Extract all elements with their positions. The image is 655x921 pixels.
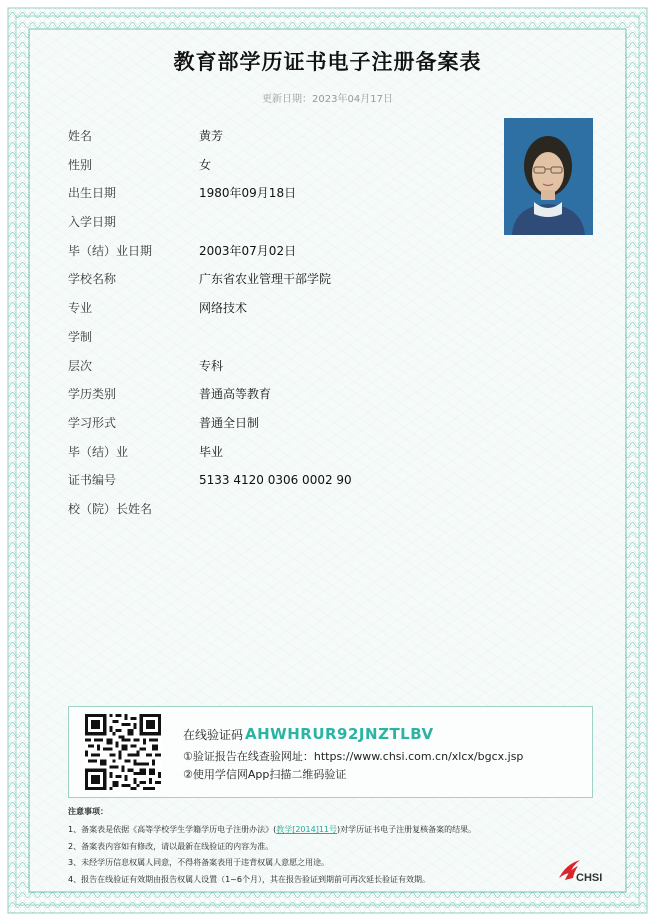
field-row-study-mode <box>68 409 488 438</box>
note-text: 1、备案表是依据《高等学校学生学籍学历电子注册办法》( <box>68 825 277 834</box>
field-row-certificate-number <box>68 466 488 495</box>
field-label: 出生日期 <box>68 186 117 201</box>
field-value: 普通高等教育 <box>199 387 272 402</box>
field-label: 专业 <box>68 301 93 316</box>
field-row-birth-date <box>68 179 488 208</box>
field-value: 2003年07月02日 <box>199 243 297 258</box>
notes-title: 注意事项： <box>68 807 108 816</box>
field-row-education-type <box>68 380 488 409</box>
field-value: 女 <box>199 157 212 172</box>
field-row-president-name <box>68 495 488 524</box>
field-row-graduation-status <box>68 438 488 467</box>
field-label: 层次 <box>68 358 93 373</box>
verification-url[interactable]: ①验证报告在线查验网址：https://www.chsi.com.cn/xlcx/bgcx.jsp <box>183 750 524 763</box>
field-value: 专科 <box>199 358 224 373</box>
field-label: 毕（结）业 <box>68 444 129 459</box>
notes-section <box>68 806 548 890</box>
note-item-3: 3、未经学历信息权属人同意，不得将备案表用于违背权属人意愿之用途。 <box>68 858 330 867</box>
note-item-2: 2、备案表内容如有修改，请以最新在线验证的内容为准。 <box>68 841 274 851</box>
field-row-duration <box>68 323 488 352</box>
verification-label: 在线验证码 <box>183 728 244 742</box>
field-row-enrollment-date <box>68 208 488 237</box>
field-row-level <box>68 352 488 381</box>
field-value: 5133 4120 0306 0002 90 <box>199 473 352 488</box>
verification-box <box>68 706 593 798</box>
id-photo <box>504 118 593 235</box>
field-value: 网络技术 <box>199 301 248 316</box>
field-row-name <box>68 122 488 151</box>
field-row-gender <box>68 151 488 180</box>
portrait-image <box>504 118 593 235</box>
verification-code: AHWHRUR92JNZTLBV <box>245 725 434 743</box>
page-title: 教育部学历证书电子注册备案表 <box>173 50 482 74</box>
field-value: 1980年09月18日 <box>199 186 297 201</box>
field-label: 学制 <box>68 329 93 344</box>
field-label: 学历类别 <box>68 387 117 402</box>
note-text: )对学历证书电子注册复核备案的结果。 <box>337 825 477 834</box>
field-label: 毕（结）业日期 <box>68 243 153 258</box>
field-row-major <box>68 294 488 323</box>
field-value: 黄芳 <box>199 129 224 143</box>
field-value: 普通全日制 <box>199 415 260 430</box>
regulation-link[interactable]: 教学[2014]11号 <box>276 825 337 834</box>
field-value: 广东省农业管理干部学院 <box>199 272 332 287</box>
verification-app-hint: ②使用学信网App扫描二维码验证 <box>183 768 347 781</box>
qr-code[interactable] <box>85 714 161 790</box>
field-label: 性别 <box>68 157 93 172</box>
qr-code-icon <box>85 714 161 790</box>
note-item-1 <box>68 824 548 841</box>
field-label: 学习形式 <box>68 415 117 430</box>
verification-code-line <box>183 725 434 743</box>
field-label: 校（院）长姓名 <box>68 501 153 516</box>
note-item-4: 4、报告在线验证有效期由报告权属人设置（1~6个月），其在报告验证到期前可再次延长验证有效期。 <box>68 874 430 884</box>
field-label: 姓名 <box>68 129 93 143</box>
chsi-logo-text: CHSI <box>576 872 603 884</box>
field-row-graduation-date <box>68 237 488 266</box>
field-row-school <box>68 265 488 294</box>
record-fields <box>68 122 488 524</box>
field-label: 入学日期 <box>68 215 117 230</box>
update-date: 更新日期：2023年04月17日 <box>262 94 393 105</box>
field-label: 学校名称 <box>68 272 117 287</box>
field-value: 毕业 <box>199 444 224 459</box>
field-label: 证书编号 <box>68 473 117 488</box>
